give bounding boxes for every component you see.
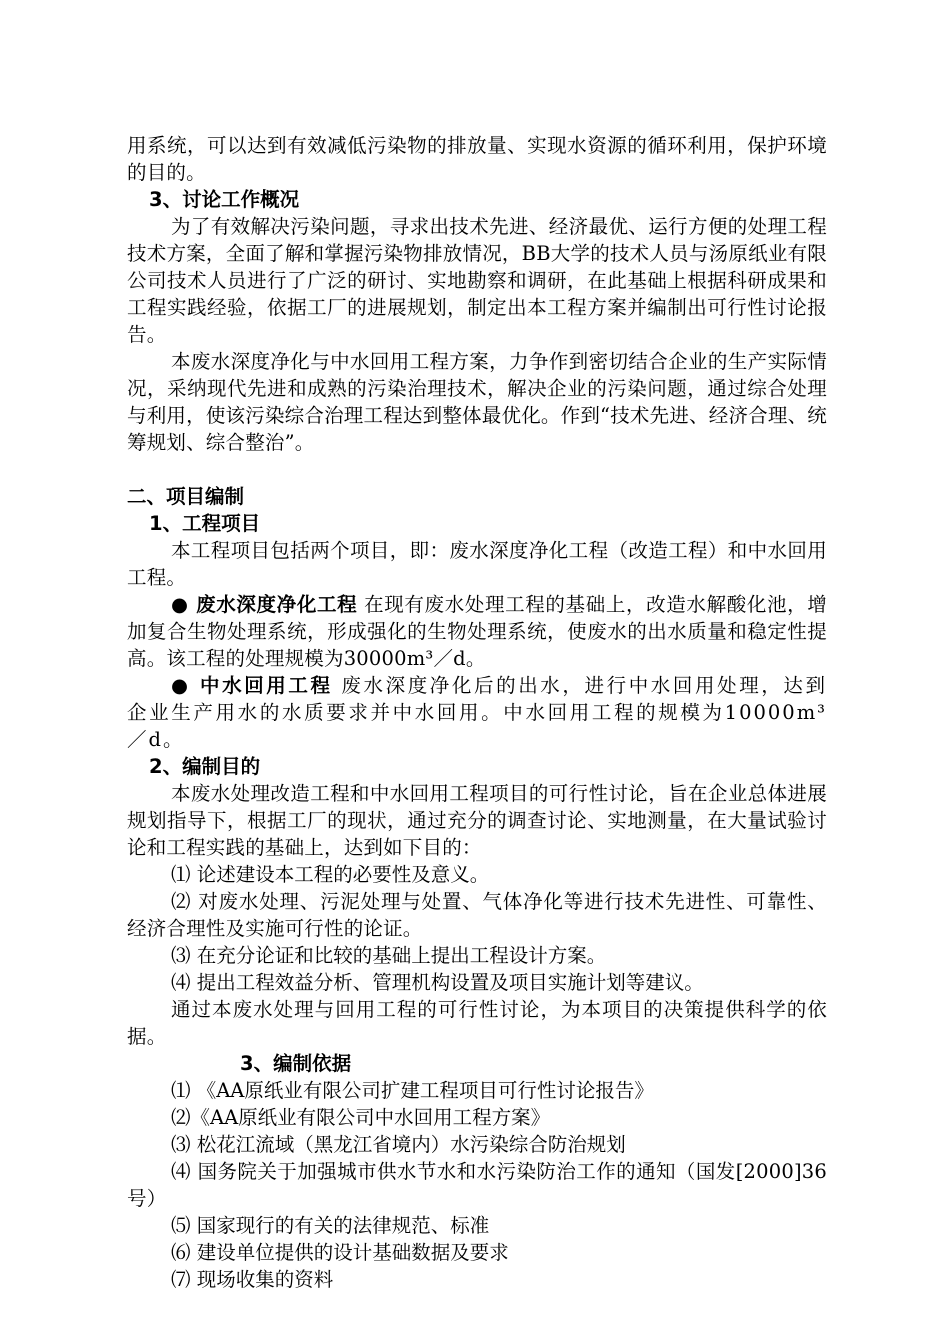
list-item: ⑵ 对废水处理、污泥处理与处置、气体净化等进行技术先进性、可靠性、经济合理性及实施可行性的论证。 [127, 890, 827, 940]
list-item: ⑶ 松花江流域（黑龙江省境内）水污染综合防治规划 [171, 1133, 626, 1156]
intro-paragraph: 用系统，可以达到有效减低污染物的排放量、实现水资源的循环利用，保护环境的目的。 [127, 134, 827, 184]
section-3-heading: 3、讨论工作概况 [149, 188, 300, 211]
section-3-paragraph-2: 本废水深度净化与中水回用工程方案，力争作到密切结合企业的生产实际情况，采纳现代先进和成熟的污染治理技术，解决企业的污染问题，通过综合处理与利用，使该污染综合治理工程达到整体最优化。作到“技术先进、经济合理、统筹规划、综合整治”。 [127, 350, 827, 454]
section-3b-heading: 3、编制依据 [240, 1052, 352, 1075]
chapter-2-heading: 二、项目编制 [127, 485, 245, 508]
bullet-title: ● 废水深度净化工程 [171, 593, 358, 616]
section-2-paragraph-1: 本废水处理改造工程和中水回用工程项目的可行性讨论，旨在企业总体进展规划指导下，根据工厂的现状，通过充分的调查讨论、实地测量，在大量试验讨论和工程实践的基础上，达到如下目的： [127, 782, 827, 859]
section-2-heading: 2、编制目的 [149, 755, 261, 778]
bullet-text: 废水深度净化后的出水，进行中水回用处理，达到企业生产用水的水质要求并中水回用。中水回用工程的规模为10000m³／d。 [127, 674, 827, 751]
section-3-paragraph-1: 为了有效解决污染问题，寻求出技术先进、经济最优、运行方便的处理工程技术方案，全面了解和掌握污染物排放情况，BB大学的技术人员与汤原纸业有限公司技术人员进行了广泛的研讨、实地勘察和调研，在此基础上根据科研成果和工程实践经验，依据工厂的进展规划，制定出本工程方案并编制出可行性讨论报告。 [127, 215, 827, 346]
list-item: ⑴ 论述建设本工程的必要性及意义。 [171, 863, 490, 886]
bullet-text: 在现有废水处理工程的基础上，改造水解酸化池，增加复合生物处理系统，形成强化的生物处理系统，使废水的出水质量和稳定性提高。该工程的处理规模为30000m³／d。 [127, 593, 828, 670]
list-item: ⑷ 提出工程效益分析、管理机构设置及项目实施计划等建议。 [171, 971, 704, 994]
bullet-wastewater-purification [127, 591, 827, 672]
bullet-water-reuse [127, 672, 827, 753]
list-item: ⑺ 现场收集的资料 [171, 1268, 334, 1291]
document-page [127, 132, 827, 1293]
bullet-title: ● 中水回用工程 [171, 674, 333, 697]
section-1-heading: 1、工程项目 [149, 512, 261, 535]
list-item: ⑵《AA原纸业有限公司中水回用工程方案》 [171, 1106, 551, 1129]
list-item: ⑷ 国务院关于加强城市供水节水和水污染防治工作的通知（国发[2000]36号） [127, 1160, 827, 1210]
list-item: ⑴ 《AA原纸业有限公司扩建工程项目可行性讨论报告》 [171, 1079, 654, 1102]
section-1-paragraph: 本工程项目包括两个项目，即：废水深度净化工程（改造工程）和中水回用工程。 [127, 539, 827, 589]
list-item: ⑶ 在充分论证和比较的基础上提出工程设计方案。 [171, 944, 607, 967]
section-2-paragraph-2: 通过本废水处理与回用工程的可行性讨论，为本项目的决策提供科学的依据。 [127, 998, 827, 1048]
list-item: ⑸ 国家现行的有关的法律规范、标准 [171, 1214, 490, 1237]
list-item: ⑹ 建设单位提供的设计基础数据及要求 [171, 1241, 509, 1264]
